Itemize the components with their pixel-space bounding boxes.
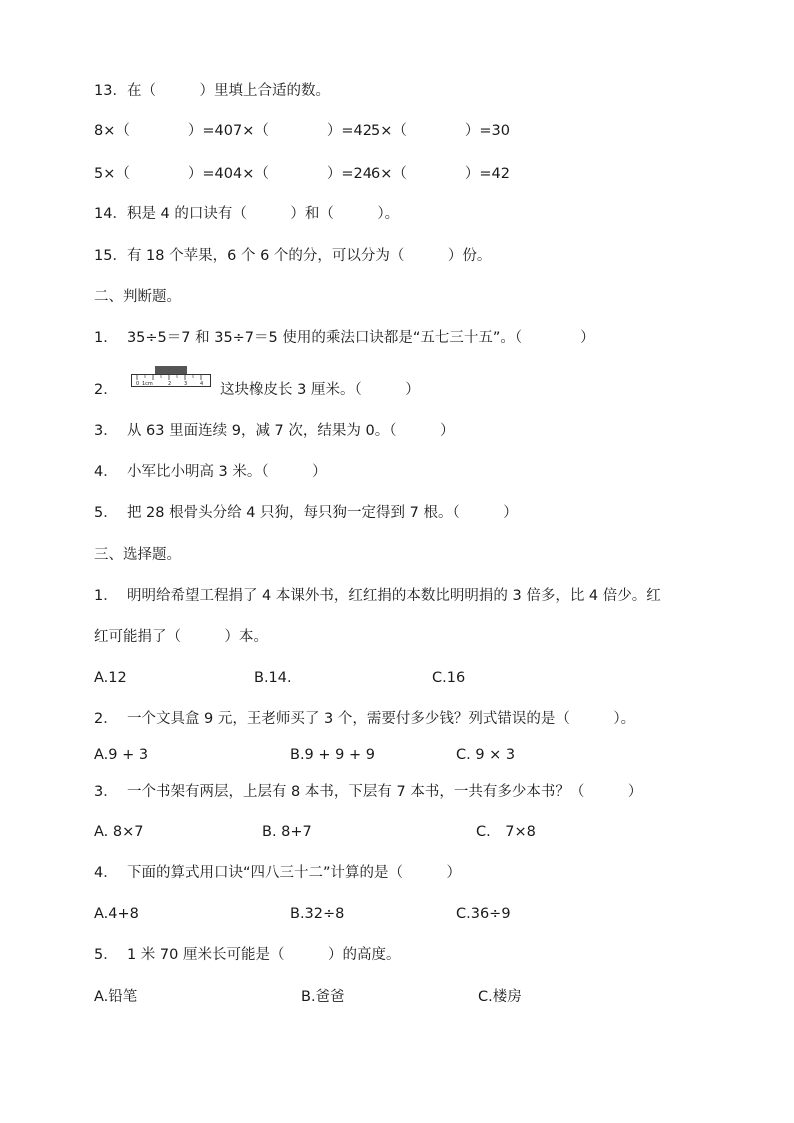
option-b: B.爸爸 [301, 989, 345, 1005]
option-c: C.16 [432, 670, 466, 686]
judgment-2-number: 2． [94, 382, 118, 398]
choice-5: 5． 1 米 70 厘米长可能是（ ）的高度。 [94, 947, 401, 963]
fill-item: 6×（ ）=42 [371, 166, 510, 182]
option-a: A. 8×7 [94, 824, 144, 840]
option-a: A.12 [94, 670, 127, 686]
judgment-3: 3． 从 63 里面连续 9，减 7 次，结果为 0。（ ） [94, 423, 455, 439]
choice-3: 3． 一个书架有两层，上层有 8 本书，下层有 7 本书，一共有多少本书？（ ） [94, 784, 643, 800]
option-c: C. 7×8 [476, 824, 536, 840]
judgment-1: 1． 35÷5＝7 和 35÷7＝5 使用的乘法口诀都是“五七三十五”。（ ） [94, 330, 595, 346]
option-c: C.楼房 [478, 989, 522, 1005]
fill-item: 5×（ ）=40 [94, 166, 233, 182]
choice-4: 4． 下面的算式用口诀“四八三十二”计算的是（ ） [94, 865, 461, 881]
judgment-4: 4． 小军比小明高 3 米。（ ） [94, 464, 327, 480]
question-14: 14．积是 4 的口诀有（ ）和（ ）。 [94, 206, 400, 222]
option-c: C. 9 × 3 [456, 747, 516, 763]
option-a: A.铅笔 [94, 989, 138, 1005]
option-b: B. 8+7 [262, 824, 312, 840]
option-a: A.4+8 [94, 906, 139, 922]
judgment-5: 5． 把 28 根骨头分给 4 只狗，每只狗一定得到 7 根。（ ） [94, 505, 518, 521]
ruler-eraser-image [131, 366, 211, 388]
fill-item: 5×（ ）=30 [371, 123, 510, 139]
ruler-tick-label: 0 [136, 381, 140, 387]
question-13: 13．在（ ）里填上合适的数。 [94, 83, 330, 99]
ruler-tick-label: 2 [168, 381, 172, 387]
fill-item: 8×（ ）=40 [94, 123, 233, 139]
question-15: 15．有 18 个苹果，6 个 6 个的分，可以分为（ ）份。 [94, 248, 492, 264]
option-c: C.36÷9 [456, 906, 511, 922]
fill-item: 4×（ ）=24 [233, 166, 372, 182]
option-b: B.14. [254, 670, 292, 686]
judgment-2-text: 这块橡皮长 3 厘米。（ ） [220, 382, 420, 398]
section-heading-judgment: 二、判断题。 [94, 289, 181, 305]
choice-2: 2． 一个文具盒 9 元，王老师买了 3 个，需要付多少钱？列式错误的是（ ）。 [94, 711, 636, 727]
section-heading-choice: 三、选择题。 [94, 547, 181, 563]
option-a: A.9 + 3 [94, 747, 149, 763]
choice-1-line-2: 红可能捐了（ ）本。 [94, 629, 268, 645]
ruler-unit-label: 1cm [142, 381, 153, 387]
eraser-shape [155, 366, 187, 375]
fill-item: 7×（ ）=42 [233, 123, 372, 139]
ruler-tick-label: 3 [184, 381, 188, 387]
ruler-tick-label: 4 [200, 381, 204, 387]
option-b: B.9 + 9 + 9 [290, 747, 375, 763]
choice-1-line-1: 1． 明明给希望工程捐了 4 本课外书，红红捐的本数比明明捐的 3 倍多，比 4 倍少。红 [94, 588, 661, 604]
option-b: B.32÷8 [290, 906, 345, 922]
